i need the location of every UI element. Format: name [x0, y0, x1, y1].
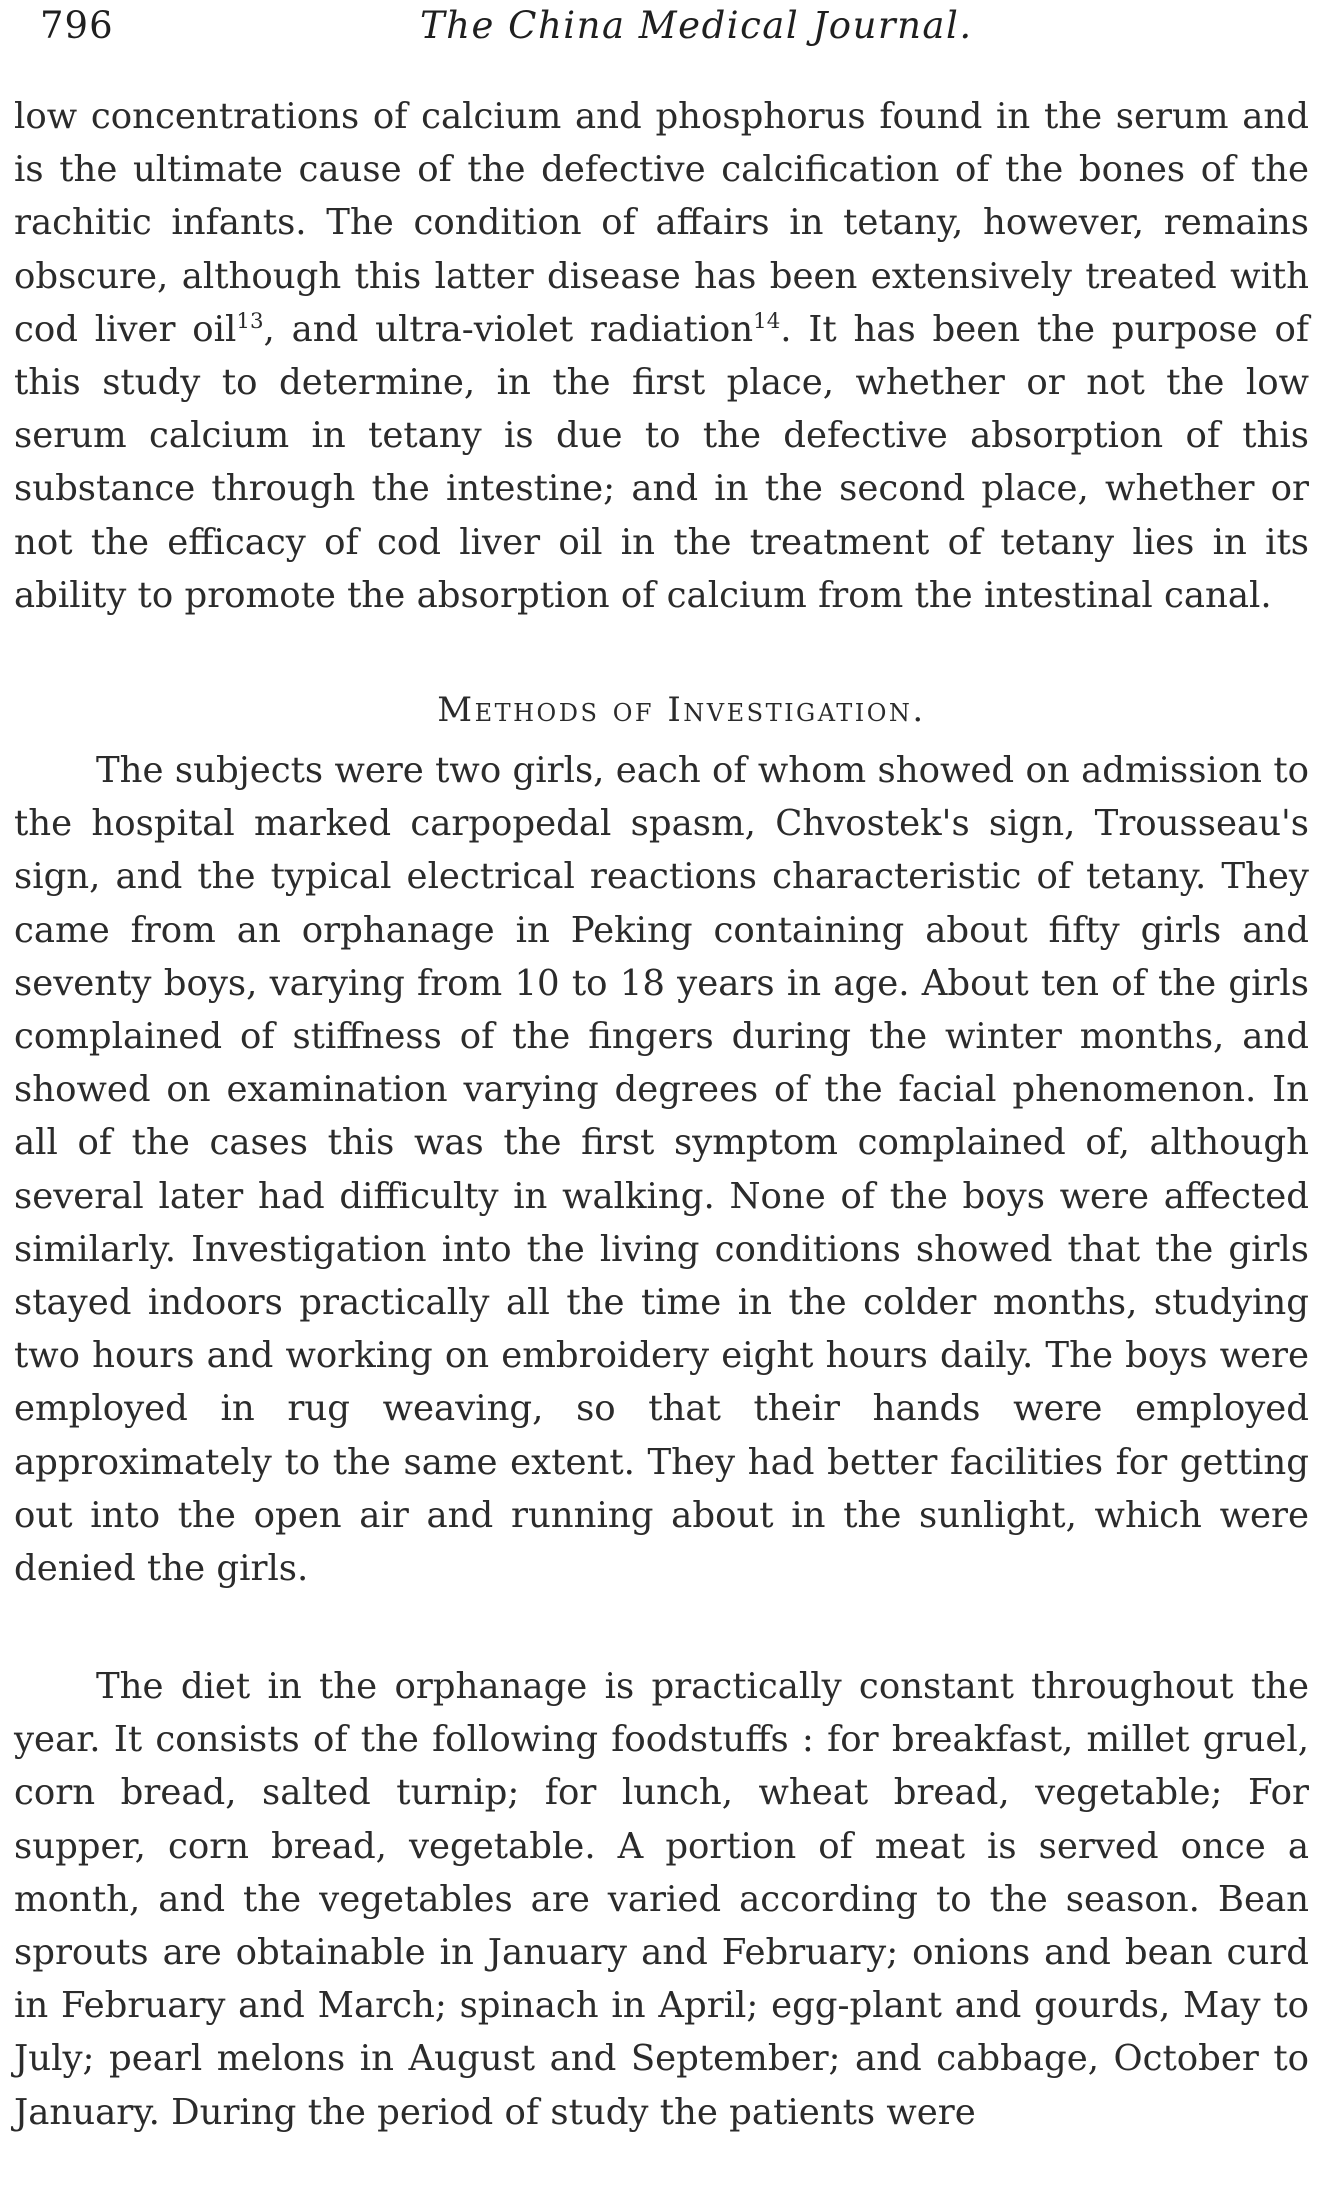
paragraph-text: . It has been the purpose of this study to determine, in the first place, whether or not the low serum calcium in tetany is due to the defective absorption of this substance through the intestine; and in the second place, whether or not the efficacy of cod liver oil in the treatment of tetany lies in its ability to promote the absorption of calcium from the intestinal canal. [14, 308, 1309, 616]
section-heading [14, 690, 1309, 730]
section-heading-text: Methods of Investigation. [437, 690, 926, 730]
paragraph-text: low concentrations of calcium and phosphorus found in the serum and is the ultimate cause of the defective calcification of the bones of the rachitic infants. The condition of affairs in tetany, however, remains obscure, although this latter disease has been extensively treated with cod liver oil [14, 96, 1309, 350]
paragraph-text: , and ultra-violet radiation [263, 308, 754, 350]
paragraph-subjects [14, 744, 1309, 1595]
citation-marker: 14 [753, 308, 781, 334]
running-header [14, 0, 1309, 52]
citation-marker: 13 [236, 308, 264, 334]
paragraph-text: The subjects were two girls, each of whom showed on admission to the hospital marked carpopedal spasm, Chvostek's sign, Trousseau's sign, and the typical electrical reactions characteristic of tetany. They came from an orphanage in Peking containing about fifty girls and seventy boys, varying from 10 to 18 years in age. About ten of the girls complained of stiffness of the fingers during the winter months, and showed on examination varying degrees of the facial phenomenon. In all of the cases this was the first symptom complained of, although several later had difficulty in walking. None of the boys were affected similarly. Investigation into the living conditions showed that the girls stayed indoors practically all the time in the colder months, studying two hours and working on embroidery eight hours daily. The boys were employed in rug weaving, so that their hands were employed approximately to the same extent. They had better facilities for getting out into the open air and running about in the sunlight, which were denied the girls. [14, 750, 1309, 1590]
paragraph-intro-continued [14, 90, 1309, 622]
paragraph-diet [14, 1660, 1309, 2139]
page-number: 796 [40, 4, 114, 47]
paragraph-text: The diet in the orphanage is practically constant throughout the year. It consists of the following foodstuffs : for breakfast, millet gruel, corn bread, salted turnip; for lunch, wheat bread, vegetable; For supper, corn bread, vegetable. A portion of meat is served once a month, and the vegetables are varied according to the season. Bean sprouts are obtainable in January and February; onions and bean curd in February and March; spinach in April; egg-plant and gourds, May to July; pearl melons in August and September; and cabbage, October to January. During the period of study the patients were [14, 1666, 1309, 2133]
journal-title: The China Medical Journal. [420, 4, 973, 47]
